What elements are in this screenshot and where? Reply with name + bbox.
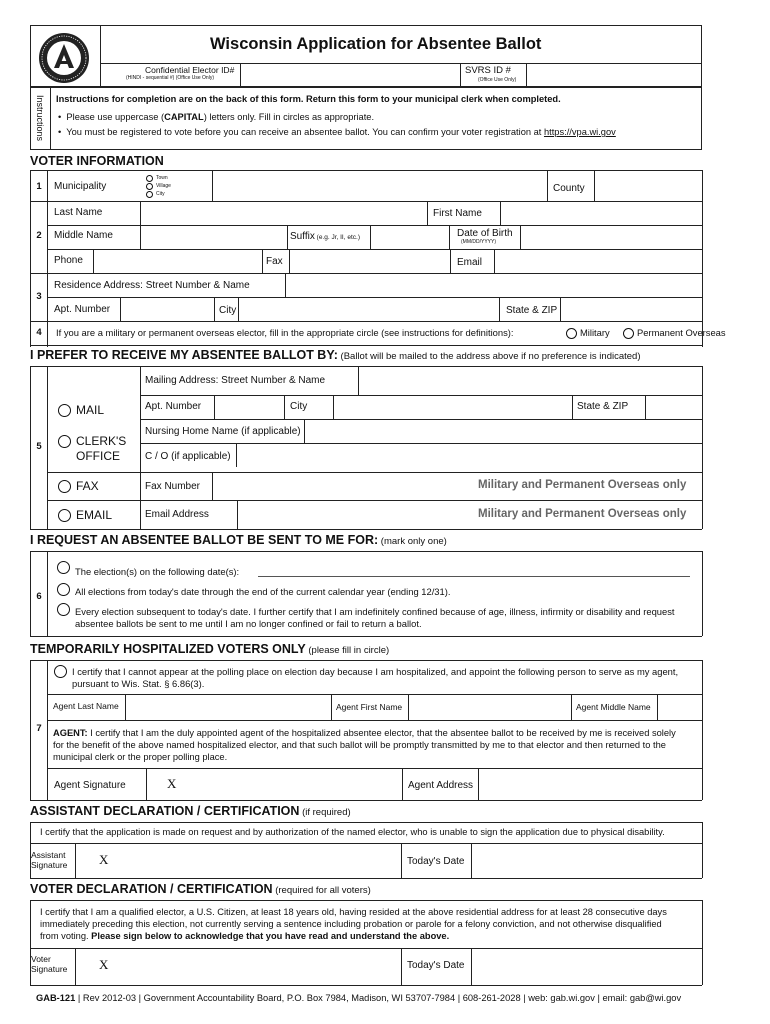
- suffix-label: Suffix (e.g. Jr, II, etc.): [290, 231, 360, 242]
- mailing-apt-field[interactable]: [215, 396, 284, 418]
- voter-date-label: Today's Date: [407, 960, 465, 971]
- clerks-office-radio[interactable]: [58, 435, 71, 448]
- every-election-radio[interactable]: [57, 603, 70, 616]
- form-title: Wisconsin Application for Absentee Ballot: [210, 35, 542, 53]
- wisconsin-seal-icon: [37, 31, 91, 85]
- every-election-label-1: Every election subsequent to today's date. I further certify that I am indefinitely confined because of age, illness, infirmity or disability and request: [75, 606, 675, 617]
- agent-signature-field[interactable]: [185, 769, 402, 799]
- fax-number-label: Fax Number: [145, 481, 201, 492]
- municipality-label: Municipality: [54, 181, 107, 192]
- mailing-address-field[interactable]: [359, 367, 701, 394]
- voter-declaration-2: immediately preceding this election, not currently serving a sentence including probation or parole for a felony conviction, and not otherwise disqualified: [40, 919, 662, 929]
- instructions-side-label: Instructions: [35, 94, 45, 142]
- form-footer: GAB-121 | Rev 2012-03 | Government Accountability Board, P.O. Box 7984, Madison, WI 53707-7984 | 608-261-2028 | web: gab.wi.gov | email: gab@wi.gov: [36, 993, 682, 1003]
- residence-address-label: Residence Address: Street Number & Name: [54, 280, 250, 291]
- request-heading: I REQUEST AN ABSENTEE BALLOT BE SENT TO ME FOR: (mark only one): [30, 533, 447, 547]
- nursing-home-field[interactable]: [305, 420, 701, 442]
- row-number-1: 1: [36, 181, 42, 192]
- agent-first-name-label: Agent First Name: [336, 702, 403, 712]
- agent-last-name-label: Agent Last Name: [53, 701, 119, 711]
- care-of-field[interactable]: [237, 444, 701, 466]
- svrs-id-field[interactable]: [527, 64, 701, 86]
- mailing-city-field[interactable]: [334, 396, 572, 418]
- mailing-city-label: City: [290, 401, 308, 412]
- military-label: Military: [580, 327, 610, 338]
- election-dates-label: The election(s) on the following date(s):: [75, 566, 240, 577]
- row-number-6: 6: [36, 591, 42, 602]
- email-field[interactable]: [495, 250, 701, 272]
- mailing-address-label: Mailing Address: Street Number & Name: [145, 375, 326, 386]
- phone-field[interactable]: [94, 250, 262, 272]
- town-label: Town: [156, 175, 168, 181]
- svrs-id-label: SVRS ID #: [465, 65, 511, 76]
- fax-military-note: Military and Permanent Overseas only: [478, 479, 687, 491]
- fax-field[interactable]: [290, 250, 450, 272]
- email-option-label: EMAIL: [76, 508, 113, 522]
- city-radio[interactable]: [146, 191, 153, 198]
- city-option-label: City: [156, 191, 165, 197]
- agent-statement-2: for the benefit of the above named hospitalized elector, and that such ballot will be promptly transmitted by me to that elector and then returned to the: [53, 740, 666, 750]
- instructions-line: Instructions for completion are on the back of this form. Return this form to your municipal clerk when completed.: [56, 94, 561, 104]
- mailing-apt-label: Apt. Number: [145, 401, 202, 412]
- voter-signature-label-2: Signature: [31, 964, 68, 974]
- permanent-overseas-label: Permanent Overseas: [637, 327, 726, 338]
- assistant-signature-label-1: Assistant: [31, 850, 66, 860]
- mail-label: MAIL: [76, 403, 105, 417]
- clerks-office-label-2: OFFICE: [76, 449, 120, 463]
- nursing-home-label: Nursing Home Name (if applicable): [145, 426, 301, 437]
- every-election-label-2: absentee ballots be sent to me until I am no longer confined or fail to return a ballot.: [75, 618, 422, 629]
- residence-state-zip-label: State & ZIP: [506, 305, 558, 316]
- care-of-label: C / O (if applicable): [145, 451, 231, 462]
- voter-signature-label-1: Voter: [31, 954, 51, 964]
- voter-signature-field[interactable]: [116, 949, 401, 984]
- instructions-bullet-2: • You must be registered to vote before you can receive an absentee ballot. You can confirm your voter registration at https://vpa.wi.gov: [58, 127, 616, 137]
- agent-address-field[interactable]: [479, 769, 701, 799]
- confidential-id-field[interactable]: [241, 64, 459, 86]
- row-number-5: 5: [36, 441, 42, 452]
- agent-first-name-field[interactable]: [409, 695, 571, 719]
- hospitalized-certify-2: pursuant to Wis. Stat. § 6.86(3).: [72, 678, 205, 689]
- county-field[interactable]: [595, 171, 701, 200]
- hospitalized-heading: TEMPORARILY HOSPITALIZED VOTERS ONLY (please fill in circle): [30, 642, 390, 656]
- assistant-date-field[interactable]: [472, 844, 701, 877]
- email-address-label: Email Address: [145, 509, 209, 520]
- assistant-signature-label-2: Signature: [31, 860, 68, 870]
- town-radio[interactable]: [146, 175, 153, 182]
- agent-address-label: Agent Address: [408, 780, 474, 791]
- residence-address-field[interactable]: [286, 274, 701, 296]
- fax-radio[interactable]: [58, 480, 71, 493]
- agent-signature-label: Agent Signature: [54, 780, 126, 791]
- fax-number-field[interactable]: [213, 473, 463, 499]
- residence-apt-field[interactable]: [121, 298, 214, 320]
- military-radio[interactable]: [566, 328, 577, 339]
- agent-last-name-field[interactable]: [126, 695, 331, 719]
- assistant-statement: I certify that the application is made on request and by authorization of the named elector, who is unable to sign the application due to physical disability.: [40, 827, 665, 837]
- military-question: If you are a military or permanent overseas elector, fill in the appropriate circle (see instructions for definitions):: [56, 327, 514, 338]
- agent-middle-name-label: Agent Middle Name: [576, 702, 651, 712]
- middle-name-field[interactable]: [141, 226, 287, 248]
- row-number-2: 2: [36, 230, 42, 241]
- county-label: County: [553, 183, 585, 194]
- fax-option-label: FAX: [76, 479, 99, 493]
- voter-signature-x: X: [99, 957, 109, 972]
- email-address-field[interactable]: [238, 501, 468, 528]
- mail-radio[interactable]: [58, 404, 71, 417]
- election-dates-field[interactable]: [258, 576, 690, 577]
- residence-state-zip-field[interactable]: [561, 298, 701, 320]
- email-radio[interactable]: [58, 509, 71, 522]
- fax-label: Fax: [266, 256, 283, 267]
- voter-declaration-1: I certify that I am a qualified elector, a U.S. Citizen, at least 18 years old, having resided at the above residential address for at least 28 consecutive days: [40, 907, 667, 917]
- row-number-7: 7: [36, 723, 42, 734]
- municipality-field[interactable]: [213, 171, 547, 200]
- email-label: Email: [457, 257, 483, 268]
- first-name-label: First Name: [433, 208, 482, 219]
- all-elections-radio[interactable]: [57, 583, 70, 596]
- agent-statement-1: AGENT: I certify that I am the duly appointed agent of the hospitalized absentee elector, that the absentee ballot to be received by me is received solely: [53, 728, 676, 738]
- voter-registration-link[interactable]: https://vpa.wi.gov: [543, 127, 616, 137]
- village-label: Village: [156, 183, 171, 189]
- agent-statement-3: municipal clerk or the proper polling place.: [53, 752, 228, 762]
- hospitalized-certify-1: I certify that I cannot appear at the polling place on election day because I am hospitalized, and appoint the following person to serve as my agent,: [72, 666, 679, 677]
- last-name-label: Last Name: [54, 207, 103, 218]
- confidential-id-label: Confidential Elector ID#: [145, 65, 235, 75]
- election-dates-radio[interactable]: [57, 561, 70, 574]
- date-of-birth-hint: (MM/DD/YYYY): [461, 239, 496, 245]
- hospitalized-radio[interactable]: [54, 665, 67, 678]
- agent-middle-name-field[interactable]: [658, 695, 701, 719]
- suffix-field[interactable]: [371, 226, 449, 248]
- residence-city-label: City: [219, 305, 237, 316]
- village-radio[interactable]: [146, 183, 153, 190]
- residence-city-field[interactable]: [239, 298, 499, 320]
- middle-name-label: Middle Name: [54, 230, 113, 241]
- row-number-3: 3: [36, 291, 42, 302]
- email-military-note: Military and Permanent Overseas only: [478, 508, 687, 520]
- voter-date-field[interactable]: [472, 949, 701, 984]
- voter-declaration-heading: VOTER DECLARATION / CERTIFICATION (required for all voters): [30, 882, 371, 896]
- mailing-state-zip-field[interactable]: [646, 396, 701, 418]
- svrs-id-sub: (Office Use Only): [478, 77, 517, 83]
- voter-information-heading: VOTER INFORMATION: [30, 154, 164, 168]
- residence-apt-label: Apt. Number: [54, 304, 111, 315]
- first-name-field[interactable]: [501, 202, 701, 224]
- assistant-signature-field[interactable]: [116, 844, 401, 877]
- date-of-birth-field[interactable]: [521, 226, 701, 248]
- row-number-4: 4: [36, 327, 42, 338]
- mailing-state-zip-label: State & ZIP: [577, 401, 629, 412]
- confidential-id-sub: (HINDI - sequential #) (Office Use Only): [126, 75, 214, 81]
- assistant-date-label: Today's Date: [407, 856, 465, 867]
- permanent-overseas-radio[interactable]: [623, 328, 634, 339]
- last-name-field[interactable]: [141, 202, 427, 224]
- clerks-office-label-1: CLERK'S: [76, 434, 127, 448]
- assistant-signature-x: X: [99, 852, 109, 867]
- all-elections-label: All elections from today's date through the end of the current calendar year (ending 12/31).: [75, 586, 451, 597]
- voter-declaration-3: from voting. Please sign below to acknowledge that you have read and understand the above.: [40, 931, 450, 941]
- phone-label: Phone: [54, 255, 83, 266]
- agent-signature-x: X: [167, 776, 177, 791]
- instructions-bullet-1: • Please use uppercase (CAPITAL) letters only. Fill in circles as appropriate.: [58, 112, 375, 122]
- prefer-heading: I PREFER TO RECEIVE MY ABSENTEE BALLOT BY: (Ballot will be mailed to the address above if no preference is indicated): [30, 348, 641, 362]
- assistant-heading: ASSISTANT DECLARATION / CERTIFICATION (if required): [30, 804, 351, 818]
- date-of-birth-label: Date of Birth: [457, 228, 513, 239]
